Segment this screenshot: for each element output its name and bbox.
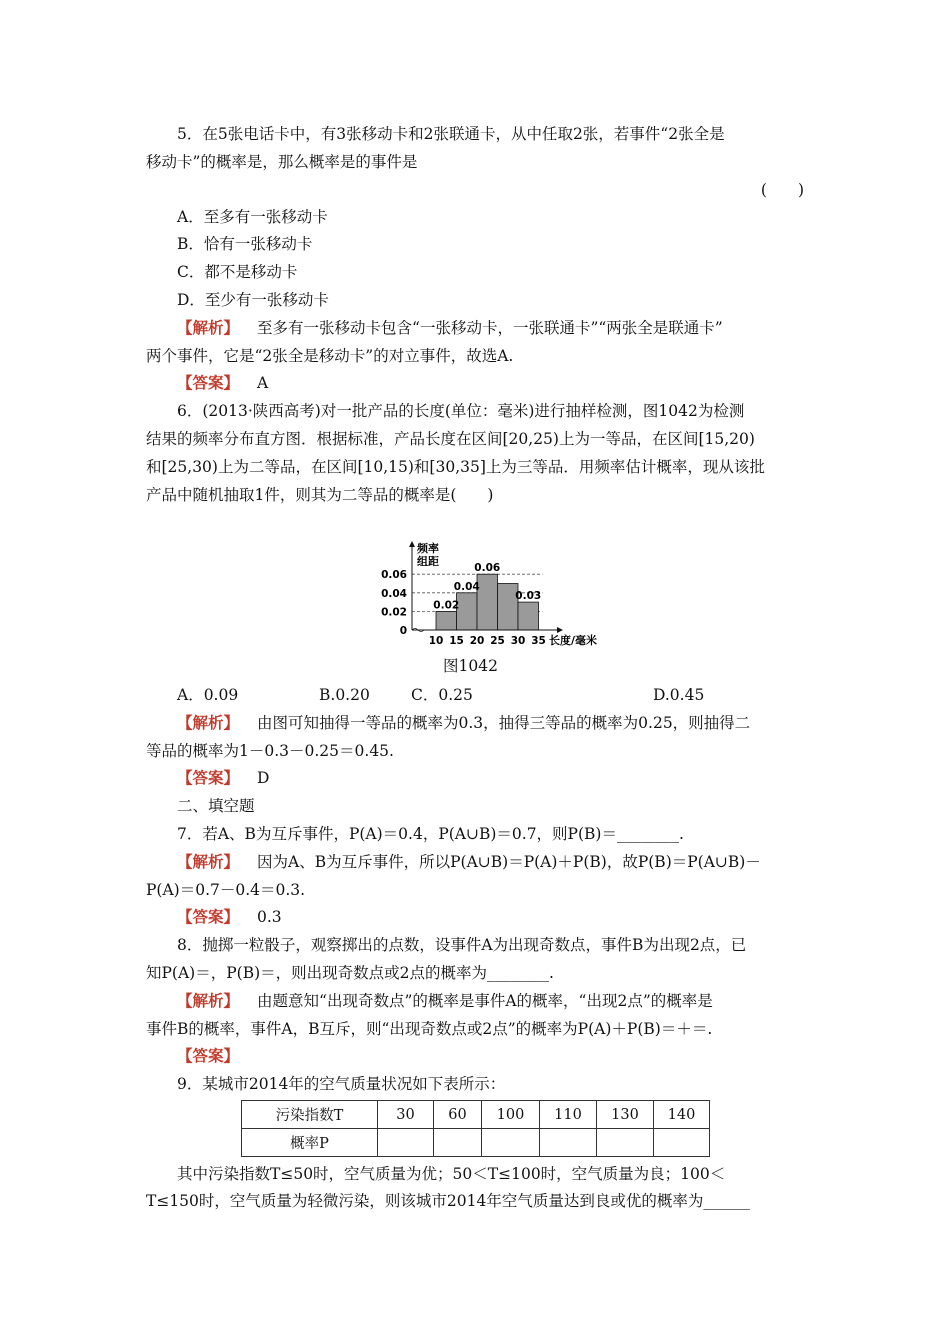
table-cell: 60 [434, 1101, 482, 1129]
q5-answer-paren: ( ) [760, 181, 804, 199]
answer-label: 【答案】 [177, 1046, 240, 1065]
q5-analysis-line-2: 两个事件，它是“2张全是移动卡”的对立事件，故选A. [146, 347, 514, 365]
section-title: 二、填空题 [177, 797, 255, 815]
q8-answer [177, 1046, 239, 1066]
q9-line-3: T≤150时，空气质量为轻微污染，则该城市2014年空气质量达到良或优的概率为______ [146, 1192, 750, 1210]
y-tick-label: 0.04 [381, 587, 407, 600]
q5-analysis [177, 318, 723, 338]
histogram-chart [370, 538, 610, 648]
table-cell [378, 1129, 434, 1157]
x-tick-label: 35 [531, 635, 546, 647]
table-cell: 140 [654, 1101, 710, 1129]
q8-line-2: 知P(A)＝，P(B)＝，则出现奇数点或2点的概率为________. [146, 964, 554, 982]
q5-option-a: A．至多有一张移动卡 [177, 208, 328, 226]
q5-answer [177, 373, 268, 393]
q7-answer-value: 0.3 [257, 908, 282, 926]
table-cell [434, 1129, 482, 1157]
q5-option-c: C．都不是移动卡 [177, 263, 298, 281]
q7-analysis-line-2: P(A)＝0.7－0.4＝0.3. [146, 881, 306, 899]
q5-line-2: 移动卡”的概率是，那么概率是的事件是 [146, 153, 418, 171]
q7-analysis-text-1: 因为A、B为互斥事件，所以P(A∪B)＝P(A)＋P(B)，故P(B)＝P(A∪B)－ [257, 853, 761, 871]
x-tick-label: 30 [510, 635, 526, 647]
y-tick-label: 0.06 [381, 569, 407, 582]
q6-line-4: 产品中随机抽取1件，则其为二等品的概率是( ) [146, 486, 494, 504]
table-row [242, 1101, 710, 1129]
table-cell [482, 1129, 540, 1157]
answer-label: 【答案】 [177, 373, 240, 392]
table-cell: 100 [482, 1101, 540, 1129]
q5-option-b: B．恰有一张移动卡 [177, 235, 313, 253]
q6-option-a: A．0.09 [177, 686, 239, 704]
q9-line-1: 9．某城市2014年的空气质量状况如下表所示： [177, 1075, 506, 1093]
q6-line-3: 和[25,30)上为二等品，在区间[10,15)和[30,35]上为三等品．用频率估计概率，现从该批 [146, 458, 765, 476]
q8-analysis [177, 991, 713, 1011]
table-cell: 110 [540, 1101, 597, 1129]
table-cell [540, 1129, 597, 1157]
y-axis-label-top: 频率 [417, 542, 439, 555]
bar-value-label: 0.04 [453, 580, 480, 593]
bar-value-label: 0.06 [474, 562, 501, 575]
x-tick-label: 10 [428, 635, 444, 647]
q7-line-1: 7．若A、B为互斥事件，P(A)＝0.4，P(A∪B)＝0.7，则P(B)＝________. [177, 825, 684, 843]
figure-caption: 图1042 [443, 657, 498, 675]
y-axis-label-bottom: 组距 [417, 555, 439, 568]
answer-label: 【答案】 [177, 768, 240, 787]
table-header-cell: 概率P [242, 1129, 378, 1157]
analysis-label: 【解析】 [177, 991, 240, 1010]
q8-analysis-line-2: 事件B的概率，事件A，B互斥，则“出现奇数点或2点”的概率为P(A)＋P(B)＝＋＝. [146, 1020, 713, 1038]
q5-analysis-text-1: 至多有一张移动卡包含“一张移动卡，一张联通卡”“两张全是联通卡” [257, 319, 723, 337]
q6-analysis [177, 713, 750, 733]
q7-analysis [177, 852, 761, 872]
q6-analysis-text-1: 由图可知抽得一等品的概率为0.3，抽得三等品的概率为0.25，则抽得二 [257, 714, 751, 732]
x-tick-label: 20 [469, 635, 485, 647]
table-cell [597, 1129, 654, 1157]
table-cell [654, 1129, 710, 1157]
table-cell: 130 [597, 1101, 654, 1129]
table-cell: 30 [378, 1101, 434, 1129]
q6-line-2: 结果的频率分布直方图．根据标准，产品长度在区间[20,25)上为一等品，在区间[15,20) [146, 430, 755, 448]
q9-line-2: 其中污染指数T≤50时，空气质量为优；50＜T≤100时，空气质量为良；100＜ [177, 1165, 726, 1183]
q8-line-1: 8．抛掷一粒骰子，观察掷出的点数，设事件A为出现奇数点，事件B为出现2点，已 [177, 936, 747, 954]
x-axis-label: 长度/毫米 [549, 634, 598, 647]
analysis-label: 【解析】 [177, 318, 240, 337]
q6-answer [177, 768, 269, 788]
q6-answer-value: D [257, 769, 270, 787]
q8-analysis-text-1: 由题意知“出现奇数点”的概率是事件A的概率，“出现2点”的概率是 [257, 992, 713, 1010]
q6-option-d: D.0.45 [653, 686, 705, 704]
answer-label: 【答案】 [177, 907, 240, 926]
q6-line-1: 6．(2013·陕西高考)对一批产品的长度(单位：毫米)进行抽样检测，图1042为检测 [177, 402, 745, 420]
q5-answer-value: A [257, 374, 269, 392]
q6-option-c: C．0.25 [411, 686, 473, 704]
histogram-bar [436, 611, 457, 630]
histogram-bar [518, 602, 539, 630]
q5-line-1: 5．在5张电话卡中，有3张移动卡和2张联通卡，从中任取2张，若事件“2张全是 [177, 125, 725, 143]
bar-value-label: 0.02 [433, 599, 460, 612]
y-tick-label: 0.02 [381, 606, 407, 619]
y-tick-label: 0 [399, 625, 407, 637]
q7-answer [177, 907, 282, 927]
q5-option-d: D．至少有一张移动卡 [177, 291, 329, 309]
bar-value-label: 0.03 [515, 590, 542, 603]
q6-option-b: B.0.20 [319, 686, 370, 704]
x-tick-label: 25 [490, 635, 505, 647]
q6-analysis-line-2: 等品的概率为1－0.3－0.25＝0.45. [146, 742, 394, 760]
histogram-bar [457, 593, 478, 630]
table-header-cell: 污染指数T [242, 1101, 378, 1129]
pollution-table [241, 1100, 710, 1157]
histogram-bar [477, 574, 498, 630]
table-row [242, 1129, 710, 1157]
x-tick-label: 15 [449, 635, 464, 647]
analysis-label: 【解析】 [177, 713, 240, 732]
analysis-label: 【解析】 [177, 852, 240, 871]
